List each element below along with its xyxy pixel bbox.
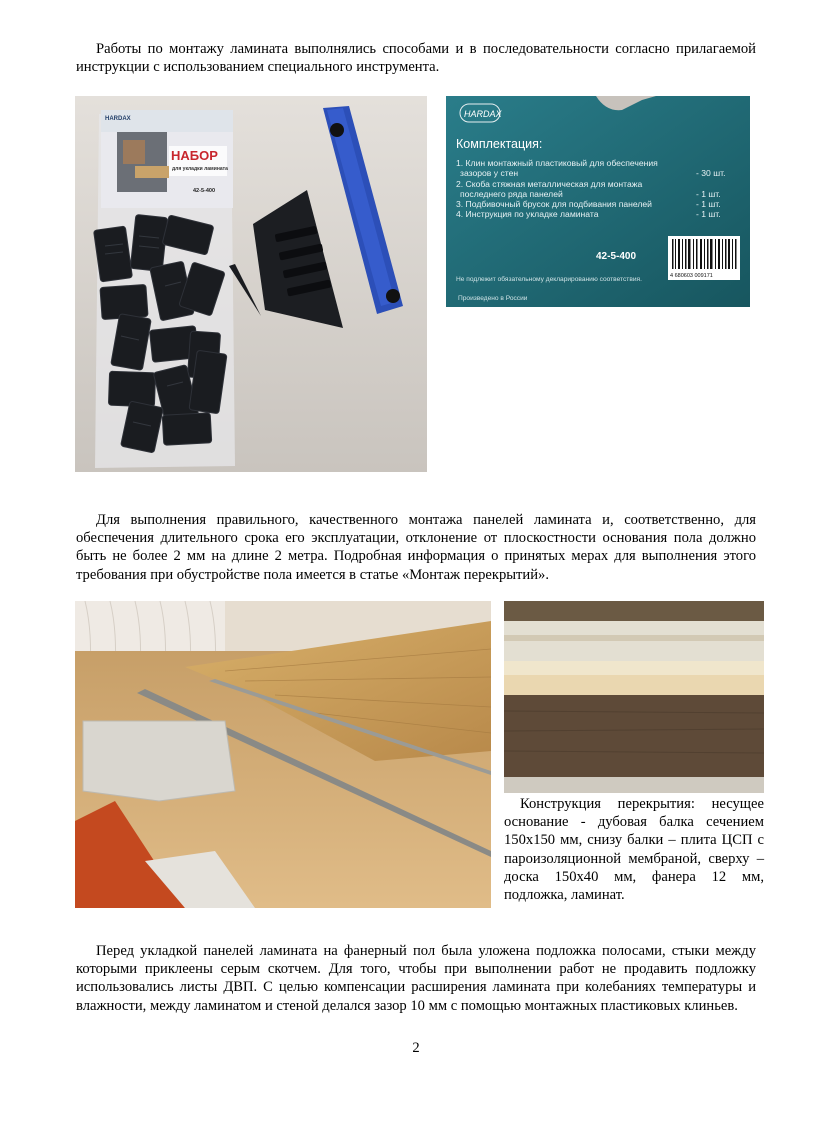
kit-label-photo — [446, 96, 750, 307]
fibreboard-sheet — [83, 721, 235, 801]
barcode — [668, 236, 740, 280]
label-origin: Произведено в России — [458, 295, 528, 302]
label-brand: HARDAX — [464, 109, 502, 119]
bag-subtitle: для укладки ламината — [172, 166, 228, 172]
label-item-text: 4. Инструкция по укладке ламината — [456, 209, 599, 219]
label-item-qty: - 1 шт. — [696, 189, 721, 199]
beam-caption: Конструкция перекрытия: несущее основание - дубовая балка сечением 150х150 мм, снизу балки – плита ЦСП с пароизоляционной мембраной, сверху – доска 150х40 мм, фанера 12 мм, подложка, ламинат. — [504, 796, 764, 904]
label-item-text: 2. Скоба стяжная металлическая для монтажа — [456, 179, 643, 189]
barcode-number: 4 680603 009171 — [670, 273, 713, 279]
bag-code: 42-5-400 — [193, 188, 216, 194]
label-item-text: 1. Клин монтажный пластиковый для обеспечения — [456, 158, 658, 168]
paragraph-intro: Работы по монтажу ламината выполнялись способами и в последовательности согласно прилагаемой инструкции с использованием специального инструмента. — [76, 41, 756, 76]
label-note: Не подлежит обязательному декларированию соответствия. — [456, 276, 642, 283]
label-item-text: последнего ряда панелей — [460, 189, 563, 199]
paragraph-underlay: Перед укладкой панелей ламината на фанерный пол была уложена подложка полосами, стыки между которыми приклеены серым скотчем. Для того, чтобы при выполнении работ не продавить подложку использовались листы ДВП. С целью компенсации расширения ламината при колебаниях температуры и влажности, между ламинатом и стеной делался зазор 10 мм с помощью монтажных пластиковых клиньев. — [76, 943, 756, 1014]
board-layer — [504, 675, 764, 695]
label-item-text: зазоров у стен — [460, 168, 519, 178]
floor-underlay-photo — [75, 601, 491, 908]
label-code: 42-5-400 — [596, 251, 637, 262]
label-item-qty: - 1 шт. — [696, 199, 721, 209]
bag-header-card — [101, 110, 233, 208]
bag-brand: HARDAX — [105, 116, 131, 122]
laminate-layer — [504, 695, 764, 777]
label-heading: Комплектация: — [456, 137, 543, 151]
label-item-text: 3. Подбивочный брусок для подбивания панелей — [456, 199, 652, 209]
paragraph-flatness: Для выполнения правильного, качественного монтажа панелей ламината и, соответственно, для обеспечения длительного срока его эксплуатации, отклонение от плоскостности основания пола должно быть не более 2 мм на длине 2 метра. Подробная информация о принятых мерах для выполнения этого требования при обустройстве пола имеется в статье «Монтаж перекрытий». — [76, 512, 756, 583]
label-item-qty: - 30 шт. — [696, 168, 726, 178]
label-item-qty: - 1 шт. — [696, 209, 721, 219]
kit-photo — [75, 96, 427, 472]
bag-title: НАБОР — [171, 148, 218, 163]
beam-section-photo — [504, 601, 764, 793]
page-number: 2 — [412, 1040, 420, 1056]
